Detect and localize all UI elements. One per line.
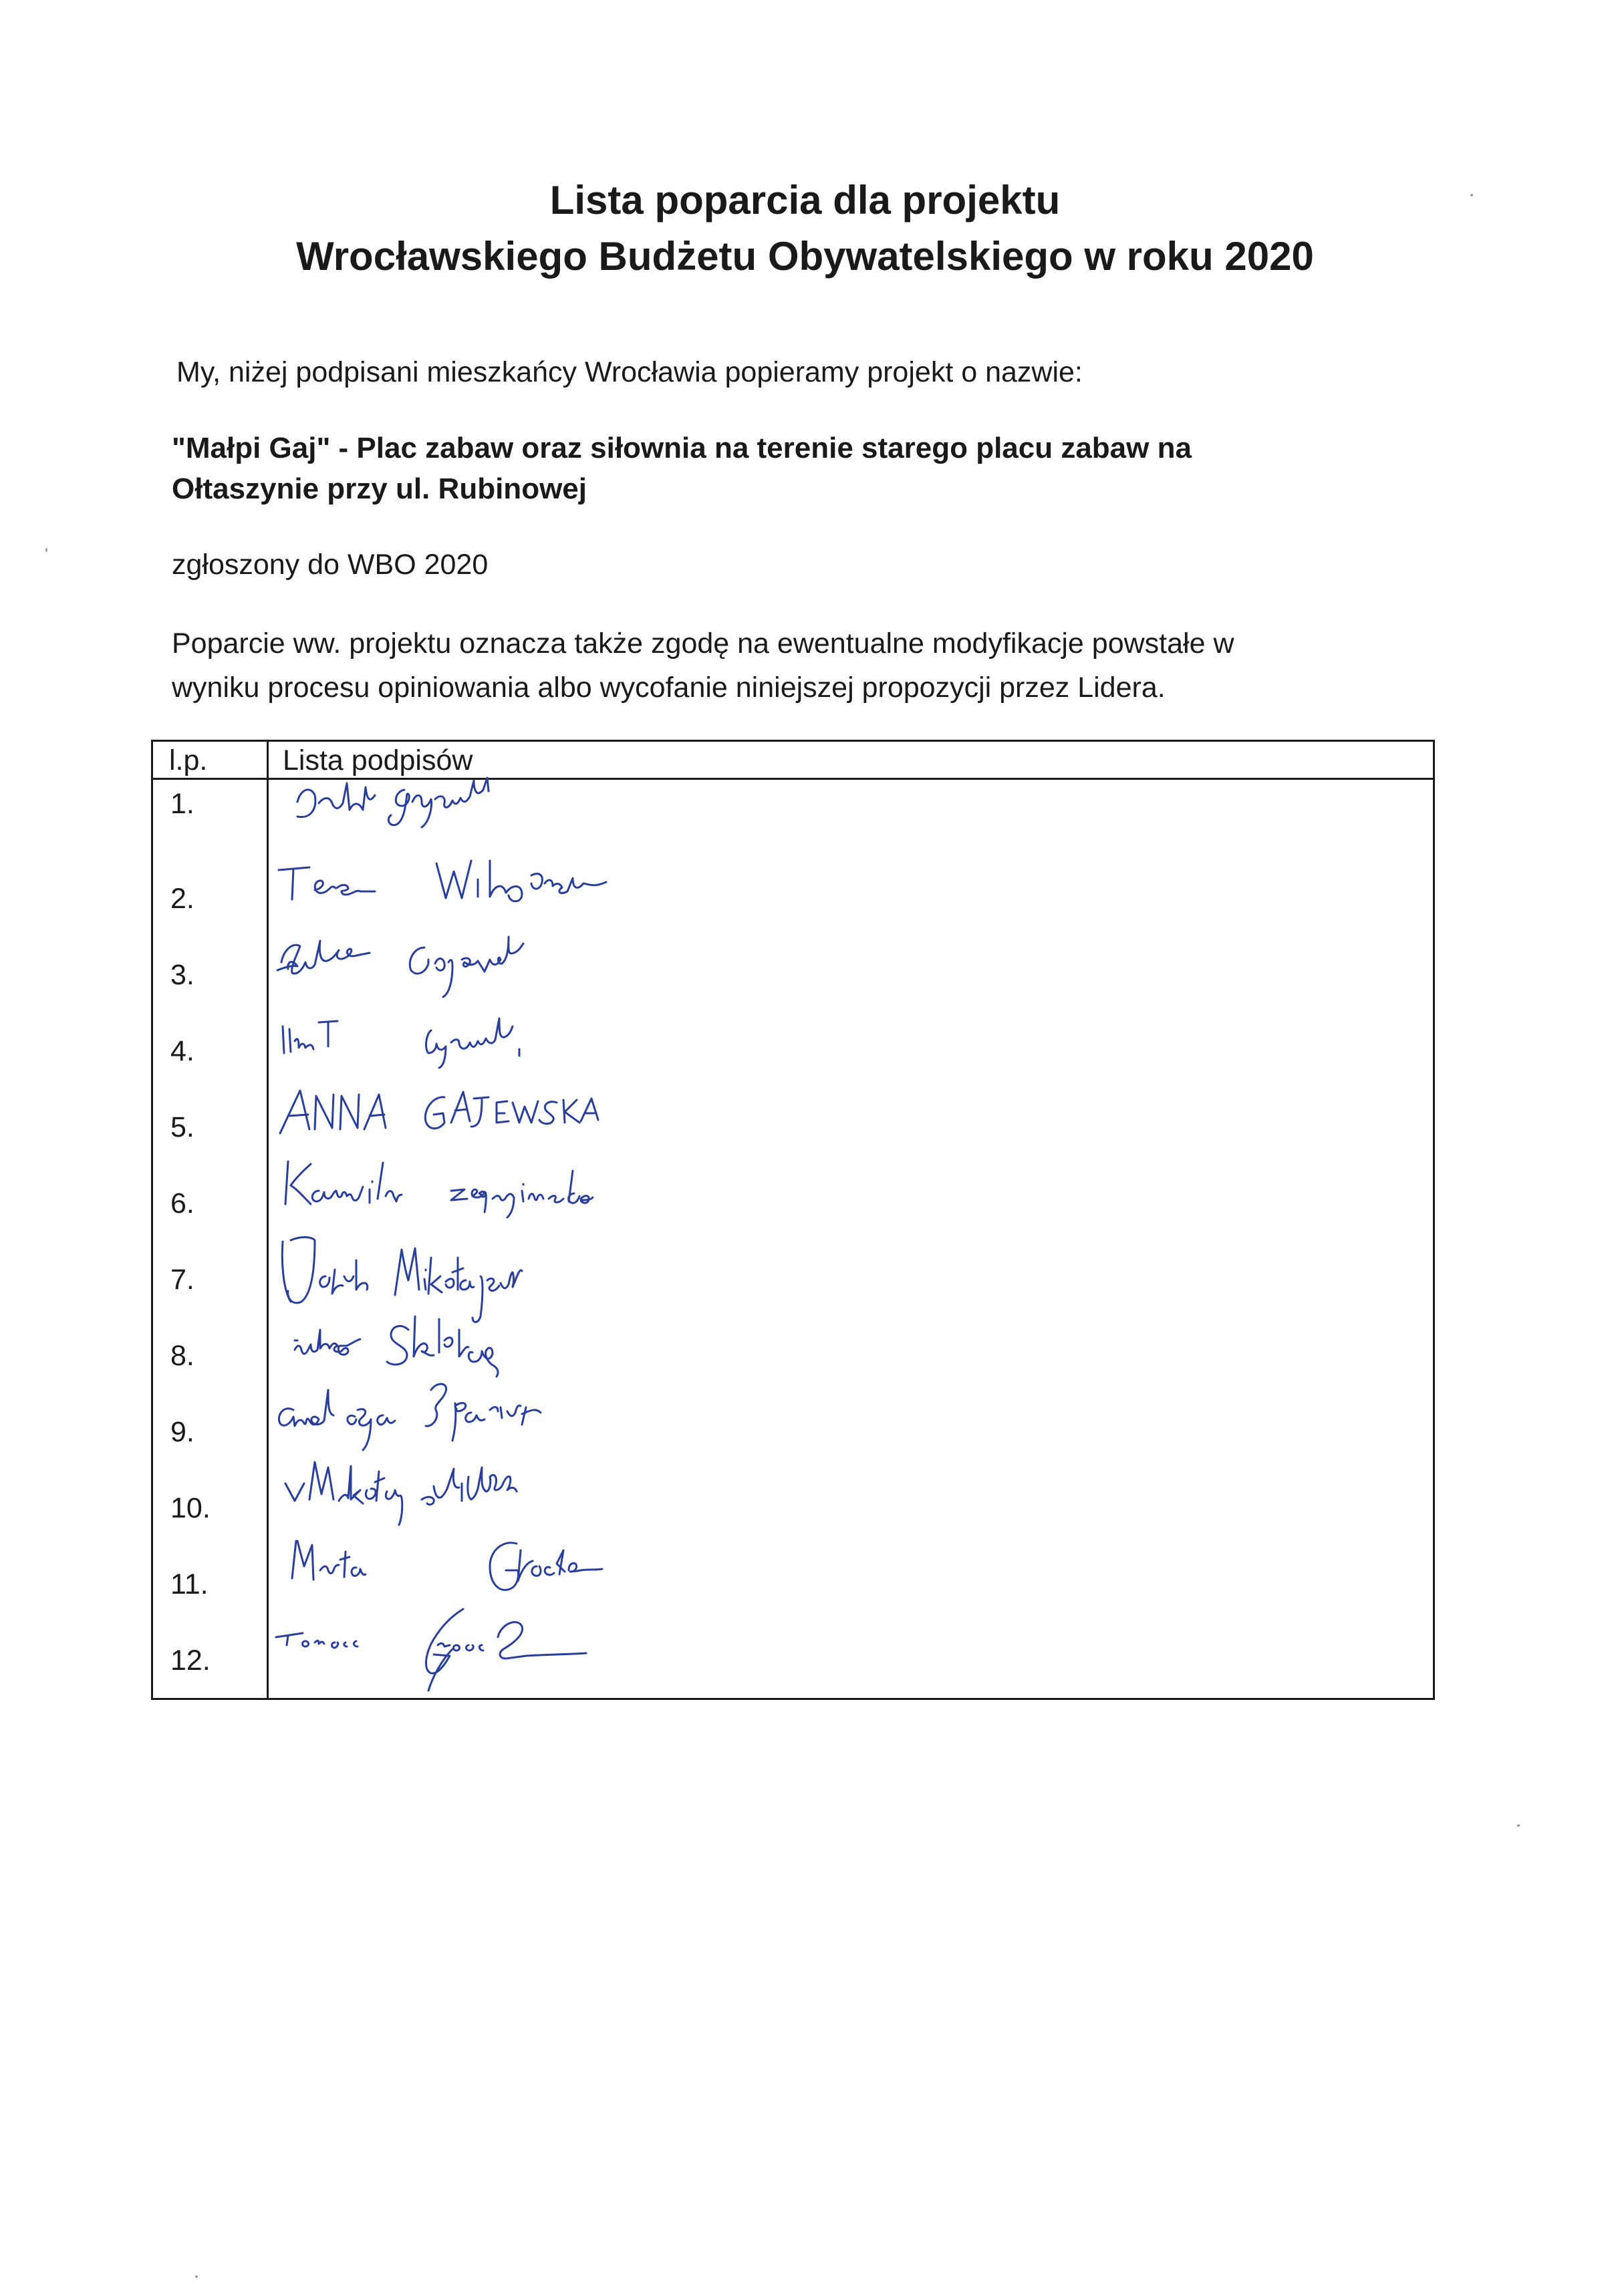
table-row — [153, 1009, 1433, 1085]
table-row — [153, 1618, 1433, 1695]
support-note-line-1: Poparcie ww. projektu oznacza także zgodę na ewentualne modyfikacje powstałe w — [172, 627, 1234, 660]
row-number: 10. — [170, 1492, 211, 1524]
row-number: 4. — [170, 1035, 194, 1067]
title-line-2: Wrocławskiego Budżetu Obywatelskiego w roku 2020 — [296, 234, 1314, 279]
table-row — [153, 1542, 1433, 1618]
row-number: 2. — [170, 883, 194, 915]
table-row — [153, 1238, 1433, 1314]
scan-speck — [1517, 1824, 1520, 1827]
row-number: 6. — [170, 1187, 194, 1219]
support-note — [172, 621, 1234, 710]
table-row — [153, 1466, 1433, 1542]
project-name-line-1: "Małpi Gaj" - Plac zabaw oraz siłownia na terenie starego placu zabaw na — [172, 432, 1192, 464]
signature-table — [151, 740, 1435, 1700]
row-number: 8. — [170, 1340, 194, 1372]
project-name-line-2: Ołtaszynie przy ul. Rubinowej — [172, 472, 587, 505]
submission-note: zgłoszony do WBO 2020 — [172, 549, 489, 581]
row-number: 11. — [170, 1568, 209, 1600]
header-lp: l.p. — [169, 744, 208, 776]
scan-speck — [1470, 194, 1473, 196]
scan-speck — [195, 2275, 198, 2278]
table-row — [153, 1314, 1433, 1390]
table-row — [153, 1161, 1433, 1238]
table-row — [153, 780, 1433, 857]
support-note-line-2: wyniku procesu opiniowania albo wycofanie niniejszej propozycji przez Lidera. — [172, 672, 1166, 704]
intro-text: My, niżej podpisani mieszkańcy Wrocławia popieramy projekt o nazwie: — [176, 356, 1083, 388]
table-row — [153, 933, 1433, 1009]
title-line-1: Lista poparcia dla projektu — [549, 178, 1061, 223]
row-number: 9. — [170, 1416, 194, 1448]
table-row — [153, 1390, 1433, 1466]
table-row — [153, 1085, 1433, 1161]
table-row — [153, 857, 1433, 933]
page-title — [0, 172, 1610, 285]
project-name — [172, 428, 1442, 509]
row-number: 12. — [170, 1644, 211, 1677]
row-number: 7. — [170, 1264, 194, 1296]
row-number: 1. — [170, 788, 194, 820]
row-number: 3. — [170, 959, 194, 991]
scan-speck — [45, 548, 47, 552]
row-number: 5. — [170, 1111, 194, 1143]
header-signature-list: Lista podpisów — [283, 744, 473, 776]
